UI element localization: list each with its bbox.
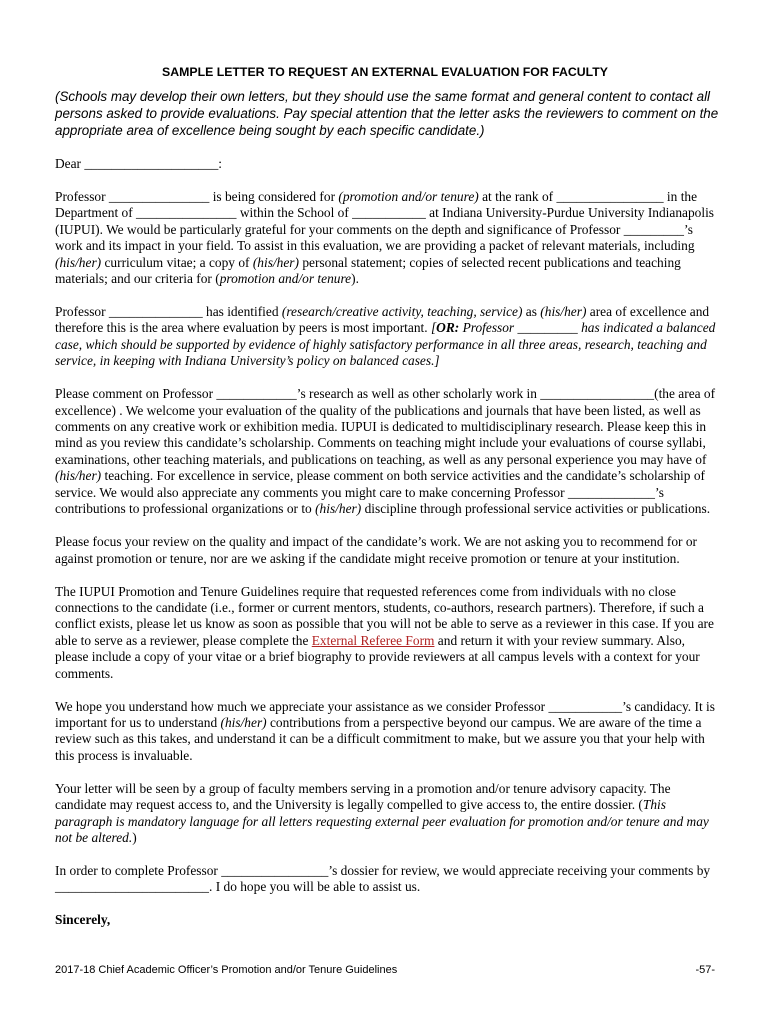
text-segment: Professor ______________ has identified <box>55 304 282 320</box>
text-segment: (research/creative activity, teaching, service) <box>281 304 523 320</box>
letter-paragraph <box>55 304 721 370</box>
text-segment: This paragraph is mandatory language for all letters requesting external peer evaluation for promotion and/or tenure and may not be altered. <box>55 797 709 845</box>
text-segment: [ <box>430 320 437 336</box>
text-segment: Your letter will be seen by a group of faculty members serving in a promotion and/or tenure advisory capacity. The candidate may request access to, and the University is legally compelled to give access to, the entire dossier. ( <box>55 780 671 813</box>
text-segment: area of excellence and therefore this is the area where evaluation by peers is most important. <box>55 304 710 336</box>
letter-paragraph <box>55 699 721 765</box>
text-segment: (his/her) <box>55 254 102 270</box>
footer-guidelines-title: 2017-18 Chief Academic Officer’s Promotion and/or Tenure Guidelines <box>55 964 398 976</box>
text-segment: The IUPUI Promotion and Tenure Guidelines require that requested references come from individuals with no close connections to the candidate (i.e., former or current mentors, students, co-authors, research partners). Therefore, if such a conflict exists, please let us know as soon as possible that you will not be able to serve as a reviewer in this case. If you are able to serve as a reviewer, please complete the <box>55 583 714 648</box>
text-segment: (his/her) <box>55 468 102 484</box>
text-segment: teaching. For excellence in service, please comment on both service activities and the candidate’s scholarship of service. We would also appreciate any comments you might care to make concerning Professor _____________’s contributions to professional organizations or to <box>55 468 705 517</box>
text-segment: Professor _________ has indicated a balanced case, which should be supported by evidence of highly satisfactory performance in all three areas, research, teaching and service, in keeping with Indiana University’s policy on balanced cases.] <box>55 320 716 369</box>
letter-paragraph <box>55 386 721 517</box>
text-segment: as <box>522 304 541 320</box>
text-segment: ). <box>351 271 359 287</box>
letter-paragraph <box>55 584 721 682</box>
text-segment: curriculum vitae; a copy of <box>101 254 253 270</box>
letter-paragraph <box>55 781 721 847</box>
text-segment: Please focus your review on the quality and impact of the candidate’s work. We are not asking you to recommend for or against promotion or tenure, nor are we asking if the candidate might receive promotion or tenure at your institution. <box>55 534 697 566</box>
text-segment: We hope you understand how much we appreciate your assistance as we consider Professor ___________’s candidacy. It is important for us to understand <box>55 698 715 730</box>
text-segment: Professor _______________ is being considered for <box>55 189 339 204</box>
page-footer <box>55 964 715 976</box>
text-segment: (his/her) <box>220 714 267 730</box>
salutation <box>55 156 721 172</box>
page-number: -57- <box>695 964 715 976</box>
text-segment: Please comment on Professor ____________’s research as well as other scholarly work in _________________(the area of excellence) . We welcome your evaluation of the quality of the publications and journals that have been listed, as well as comments on any creative work or exhibition media. IUPUI is dedicated to multidisciplinary research. Please keep this in mind as you review this candidate’s scholarship. Comments on teaching might include your evaluations of course syllabi, examinations, other teaching materials, and publications on teaching, as well as any personal experience you may have of <box>55 386 716 467</box>
text-segment: at the rank of ________________ in the Department of _______________ within the School of ___________ at Indiana University-Purdue University Indianapolis (IUPUI). We would be particularly grateful for your comments on the depth and significance of Professor _________’s work and its impact in your field. To assist in this evaluation, we are providing a packet of relevant materials, including <box>55 189 715 254</box>
text-segment: Dear ____________________: <box>55 156 222 171</box>
text-segment: Sincerely, <box>55 912 111 928</box>
closing <box>55 912 721 928</box>
letter-paragraph <box>55 189 721 287</box>
external-referee-form-link[interactable]: External Referee Form <box>311 632 435 648</box>
text-segment: (promotion and/or tenure) <box>338 189 479 204</box>
text-segment: (his/her) <box>315 501 362 517</box>
text-segment: contributions from a perspective beyond our campus. We are aware of the time a review such as this takes, and understand it can be a difficult commitment to make, but we assure you that your help with this process is invaluable. <box>55 714 705 763</box>
text-segment: In order to complete Professor ________________’s dossier for review, we would appreciate receiving your comments by _______________________. I do hope you will be able to assist us. <box>55 862 711 895</box>
text-segment: discipline through professional service activities or publications. <box>361 501 711 517</box>
text-segment: and return it with your review summary. Also, please include a copy of your vitae or a brief biography to provide reviewers at all campus levels with a context for your comments. <box>55 632 700 681</box>
text-segment: (his/her) <box>540 304 587 320</box>
letter-paragraph <box>55 534 721 567</box>
letter-body <box>55 156 721 945</box>
instructions-note: (Schools may develop their own letters, but they should use the same format and general content to contact all persons asked to provide evaluations. Pay special attention that the letter asks the reviewers to comment on the appropriate area of excellence being sought by each specific candidate.) <box>55 89 719 138</box>
text-segment: personal statement; copies of selected recent publications and teaching materials; and our criteria for ( <box>55 254 681 287</box>
text-segment: promotion and/or tenure <box>219 271 352 287</box>
text-segment: OR: <box>436 320 460 336</box>
document-title: SAMPLE LETTER TO REQUEST AN EXTERNAL EVALUATION FOR FACULTY <box>162 65 608 79</box>
text-segment: (his/her) <box>252 254 299 270</box>
letter-paragraph <box>55 863 721 896</box>
text-segment: ) <box>132 829 137 845</box>
